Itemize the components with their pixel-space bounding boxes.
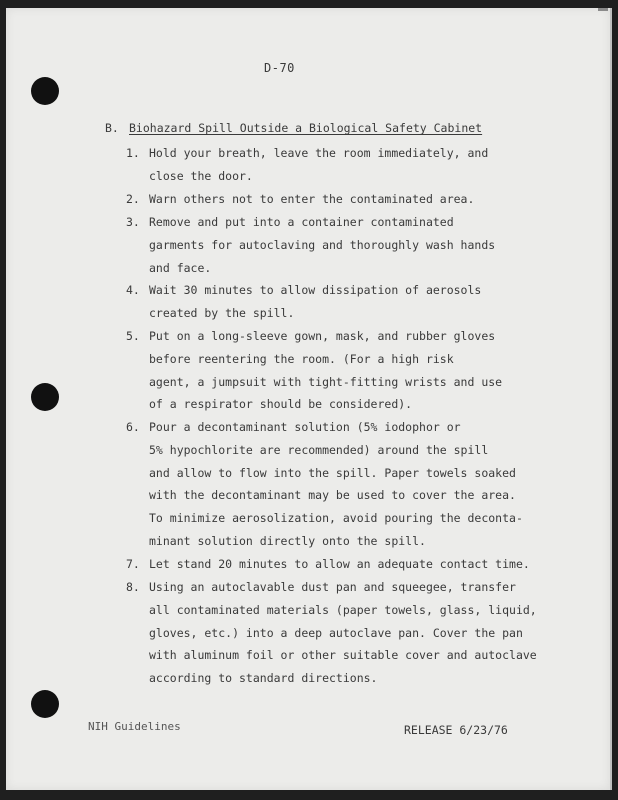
section-label: B. bbox=[105, 121, 119, 135]
item-number: 3. bbox=[126, 215, 140, 229]
binder-hole bbox=[31, 690, 59, 718]
item-line: 5% hypochlorite are recommended) around the spill bbox=[149, 442, 489, 457]
item-line: Let stand 20 minutes to allow an adequate contact time. bbox=[149, 557, 530, 571]
item-number: 4. bbox=[126, 283, 140, 297]
item-line: before reentering the room. (For a high risk bbox=[149, 351, 454, 366]
binder-hole bbox=[31, 77, 59, 105]
item-line: close the door. bbox=[149, 168, 253, 183]
list-item bbox=[126, 211, 495, 279]
item-line: Remove and put into a container contaminated bbox=[149, 215, 454, 229]
document-page bbox=[6, 8, 612, 790]
footer-source: NIH Guidelines bbox=[88, 720, 181, 733]
item-line: To minimize aerosolization, avoid pouring the deconta- bbox=[149, 511, 523, 526]
section-title: Biohazard Spill Outside a Biological Safety Cabinet bbox=[129, 121, 483, 135]
item-line: with aluminum foil or other suitable cover and autoclave bbox=[149, 648, 537, 663]
item-line: Put on a long-sleeve gown, mask, and rubber gloves bbox=[149, 329, 496, 343]
item-line: agent, a jumpsuit with tight-fitting wrists and use bbox=[149, 374, 503, 389]
page-number: D-70 bbox=[264, 61, 295, 75]
item-line: Wait 30 minutes to allow dissipation of aerosols bbox=[149, 283, 482, 297]
binder-hole bbox=[31, 383, 59, 411]
item-number: 1. bbox=[126, 146, 140, 160]
item-number: 5. bbox=[126, 329, 140, 343]
list-item bbox=[126, 142, 488, 188]
item-line: gloves, etc.) into a deep autoclave pan. Cover the pan bbox=[149, 625, 523, 640]
item-number: 8. bbox=[126, 580, 140, 594]
item-line: with the decontaminant may be used to cover the area. bbox=[149, 488, 516, 503]
page-edge-mark bbox=[598, 8, 608, 11]
list-item bbox=[126, 279, 481, 325]
item-line: created by the spill. bbox=[149, 305, 295, 320]
list-item bbox=[126, 188, 474, 211]
item-line: of a respirator should be considered). bbox=[149, 397, 413, 412]
list-item bbox=[126, 553, 530, 576]
item-number: 7. bbox=[126, 557, 140, 571]
item-line: all contaminated materials (paper towels, glass, liquid, bbox=[149, 602, 537, 617]
item-number: 2. bbox=[126, 192, 140, 206]
list-item bbox=[126, 576, 537, 690]
item-line: garments for autoclaving and thoroughly wash hands bbox=[149, 237, 496, 252]
item-line: Hold your breath, leave the room immediately, and bbox=[149, 146, 489, 160]
footer-release: RELEASE 6/23/76 bbox=[404, 723, 508, 737]
item-line: and allow to flow into the spill. Paper towels soaked bbox=[149, 465, 516, 480]
list-item bbox=[126, 325, 502, 416]
item-line: according to standard directions. bbox=[149, 671, 378, 686]
list-item bbox=[126, 416, 523, 553]
item-line: Pour a decontaminant solution (5% iodophor or bbox=[149, 420, 461, 434]
item-line: Using an autoclavable dust pan and squeegee, transfer bbox=[149, 580, 516, 594]
item-line: minant solution directly onto the spill. bbox=[149, 533, 426, 548]
section-heading bbox=[105, 121, 482, 135]
item-line: Warn others not to enter the contaminated area. bbox=[149, 192, 475, 206]
item-line: and face. bbox=[149, 260, 212, 275]
item-number: 6. bbox=[126, 420, 140, 434]
